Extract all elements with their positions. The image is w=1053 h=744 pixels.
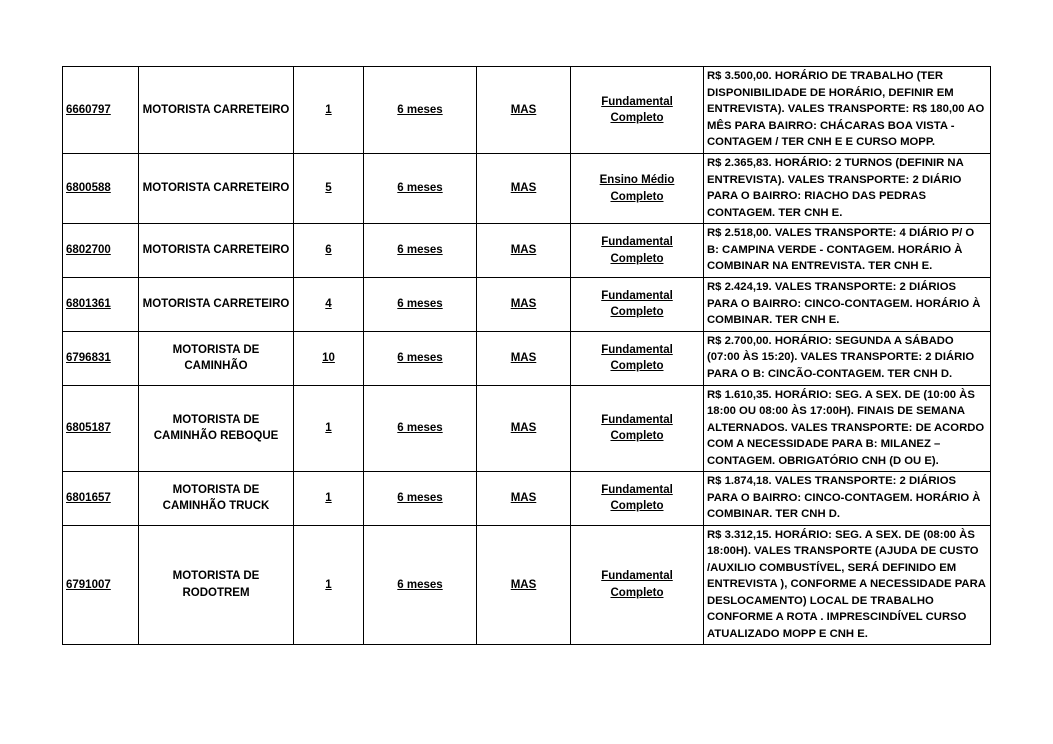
- contract-duration: 6 meses: [364, 224, 477, 278]
- gender: MAS: [477, 154, 571, 224]
- job-title: MOTORISTA DE CAMINHÃO: [139, 331, 294, 385]
- table-row: [63, 67, 991, 154]
- job-description: R$ 1.874,18. VALES TRANSPORTE: 2 DIÁRIOS PARA O BAIRRO: CINCO-CONTAGEM. HORÁRIO À COMBINAR. TER CNH D.: [704, 472, 991, 526]
- contract-duration: 6 meses: [364, 67, 477, 154]
- education-level: Fundamental Completo: [571, 385, 704, 472]
- contract-duration: 6 meses: [364, 385, 477, 472]
- job-title: MOTORISTA DE CAMINHÃO TRUCK: [139, 472, 294, 526]
- job-title: MOTORISTA DE CAMINHÃO REBOQUE: [139, 385, 294, 472]
- education-level: Fundamental Completo: [571, 331, 704, 385]
- gender: MAS: [477, 525, 571, 645]
- table-row: [63, 385, 991, 472]
- gender: MAS: [477, 67, 571, 154]
- job-code: 6800588: [63, 154, 139, 224]
- education-level: Fundamental Completo: [571, 472, 704, 526]
- job-code: 6801657: [63, 472, 139, 526]
- job-description: R$ 3.500,00. HORÁRIO DE TRABALHO (TER DISPONIBILIDADE DE HORÁRIO, DEFINIR EM ENTREVISTA). VALES TRANSPORTE: R$ 180,00 AO MÊS PARA BAIRRO: CHÁCARAS BOA VISTA - CONTAGEM / TER CNH E E CURSO MOPP.: [704, 67, 991, 154]
- job-code: 6802700: [63, 224, 139, 278]
- job-description: R$ 2.518,00. VALES TRANSPORTE: 4 DIÁRIO P/ O B: CAMPINA VERDE - CONTAGEM. HORÁRIO À COMBINAR NA ENTREVISTA. TER CNH E.: [704, 224, 991, 278]
- education-level: Fundamental Completo: [571, 525, 704, 645]
- contract-duration: 6 meses: [364, 472, 477, 526]
- table-row: [63, 278, 991, 332]
- vacancy-count: 5: [294, 154, 364, 224]
- table-row: [63, 331, 991, 385]
- job-description: R$ 2.424,19. VALES TRANSPORTE: 2 DIÁRIOS PARA O BAIRRO: CINCO-CONTAGEM. HORÁRIO À COMBINAR. TER CNH E.: [704, 278, 991, 332]
- table-row: [63, 525, 991, 645]
- contract-duration: 6 meses: [364, 525, 477, 645]
- job-description: R$ 2.700,00. HORÁRIO: SEGUNDA A SÁBADO (07:00 ÀS 15:20). VALES TRANSPORTE: 2 DIÁRIO PARA O B: CINCÃO-CONTAGEM. TER CNH D.: [704, 331, 991, 385]
- job-title: MOTORISTA DE RODOTREM: [139, 525, 294, 645]
- education-level: Ensino Médio Completo: [571, 154, 704, 224]
- gender: MAS: [477, 278, 571, 332]
- job-title: MOTORISTA CARRETEIRO: [139, 278, 294, 332]
- gender: MAS: [477, 472, 571, 526]
- vacancy-count: 1: [294, 385, 364, 472]
- gender: MAS: [477, 331, 571, 385]
- job-openings-table: [62, 66, 991, 645]
- vacancy-count: 1: [294, 67, 364, 154]
- table-row: [63, 472, 991, 526]
- job-code: 6796831: [63, 331, 139, 385]
- gender: MAS: [477, 385, 571, 472]
- job-description: R$ 1.610,35. HORÁRIO: SEG. A SEX. DE (10:00 ÀS 18:00 OU 08:00 ÀS 17:00H). FINAIS DE SEMANA ALTERNADOS. VALES TRANSPORTE: DE ACORDO COM A NECESSIDADE PARA B: MILANEZ – CONTAGEM. OBRIGATÓRIO CNH (D OU E).: [704, 385, 991, 472]
- contract-duration: 6 meses: [364, 278, 477, 332]
- job-code: 6791007: [63, 525, 139, 645]
- table-row: [63, 224, 991, 278]
- table-row: [63, 154, 991, 224]
- contract-duration: 6 meses: [364, 331, 477, 385]
- vacancy-count: 10: [294, 331, 364, 385]
- job-code: 6805187: [63, 385, 139, 472]
- job-code: 6660797: [63, 67, 139, 154]
- education-level: Fundamental Completo: [571, 224, 704, 278]
- job-code: 6801361: [63, 278, 139, 332]
- vacancy-count: 1: [294, 525, 364, 645]
- job-title: MOTORISTA CARRETEIRO: [139, 67, 294, 154]
- vacancy-count: 6: [294, 224, 364, 278]
- job-title: MOTORISTA CARRETEIRO: [139, 224, 294, 278]
- contract-duration: 6 meses: [364, 154, 477, 224]
- gender: MAS: [477, 224, 571, 278]
- education-level: Fundamental Completo: [571, 278, 704, 332]
- education-level: Fundamental Completo: [571, 67, 704, 154]
- job-description: R$ 2.365,83. HORÁRIO: 2 TURNOS (DEFINIR NA ENTREVISTA). VALES TRANSPORTE: 2 DIÁRIO PARA O BAIRRO: RIACHO DAS PEDRAS CONTAGEM. TER CNH E.: [704, 154, 991, 224]
- vacancy-count: 1: [294, 472, 364, 526]
- vacancy-count: 4: [294, 278, 364, 332]
- job-description: R$ 3.312,15. HORÁRIO: SEG. A SEX. DE (08:00 ÀS 18:00H). VALES TRANSPORTE (AJUDA DE CUSTO /AUXILIO COMBUSTÍVEL, SERÁ DEFINIDO EM ENTREVISTA ), CONFORME A NECESSIDADE PARA DESLOCAMENTO) LOCAL DE TRABALHO CONFORME A ROTA . IMPRESCINDÍVEL CURSO ATUALIZADO MOPP E CNH E.: [704, 525, 991, 645]
- job-title: MOTORISTA CARRETEIRO: [139, 154, 294, 224]
